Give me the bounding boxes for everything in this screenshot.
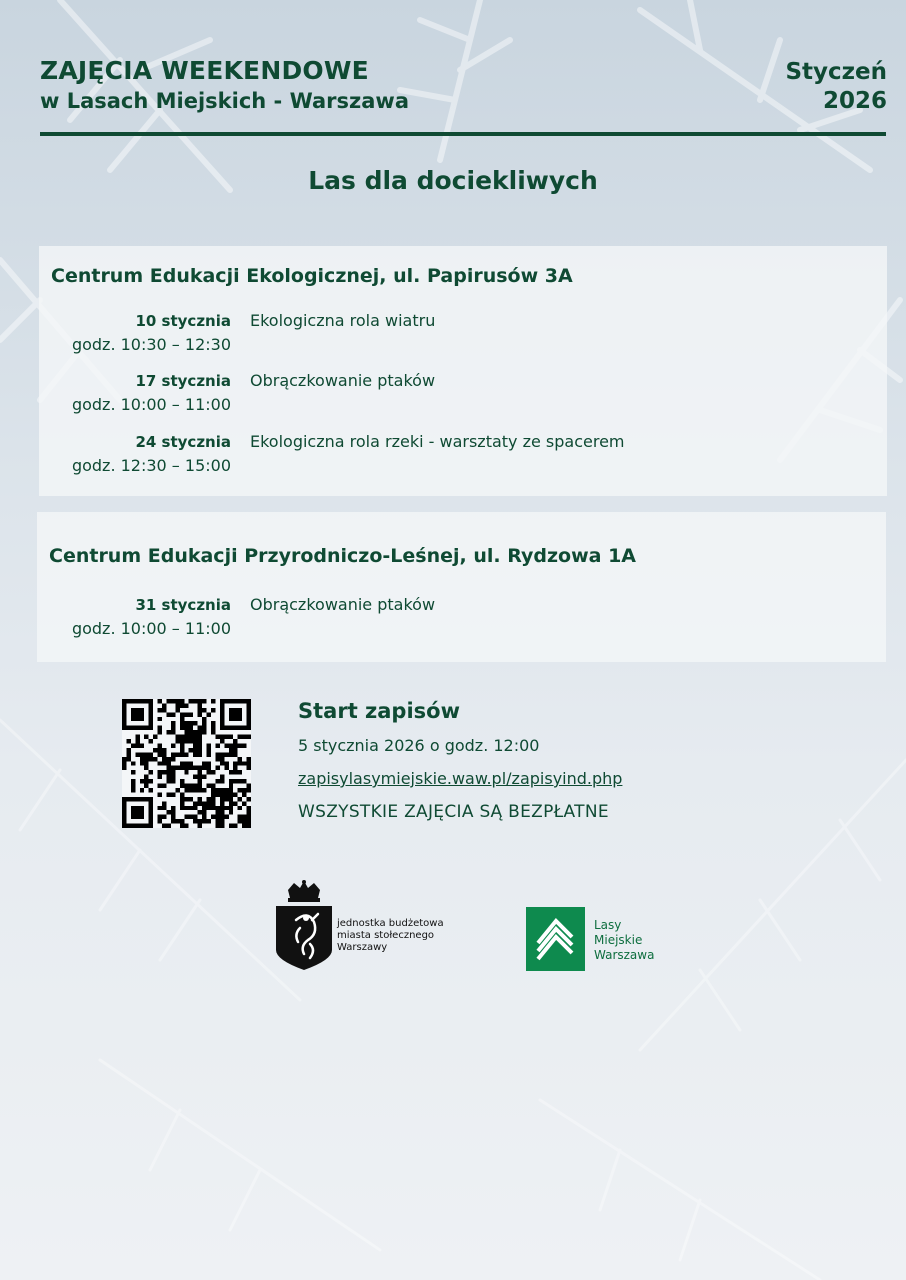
event-item [39,370,879,420]
lasy-logo-text [594,918,654,963]
event-date: 24 stycznia [135,433,231,451]
event-title: Ekologiczna rola wiatru [250,311,436,330]
warsaw-logo-line1: jednostka budżetowa [337,918,444,929]
location-card-2 [37,512,886,662]
event-item [39,594,879,644]
header-year: 2026 [822,88,887,114]
page-subtitle: w Lasach Miejskich - Warszawa [40,89,409,113]
page-title: ZAJĘCIA WEEKENDOWE [40,56,369,85]
event-title: Obrączkowanie ptaków [250,371,436,390]
location-name: Centrum Edukacji Ekologicznej, ul. Papirusów 3A [51,265,573,287]
event-date: 17 stycznia [135,372,231,390]
location-name: Centrum Edukacji Przyrodniczo-Leśnej, ul. Rydzowa 1A [49,545,636,567]
event-time: godz. 10:30 – 12:30 [71,335,231,354]
warsaw-logo-line3: Warszawy [337,942,388,953]
header-divider [40,132,886,136]
registration-date: 5 stycznia 2026 o godz. 12:00 [298,736,540,755]
location-card-1 [39,246,887,496]
free-note: WSZYSTKIE ZAJĘCIA SĄ BEZPŁATNE [298,802,609,822]
registration-link[interactable]: zapisylasymiejskie.waw.pl/zapisyind.php [298,769,623,788]
registration-block [298,697,622,822]
lasy-logo-line3: Warszawa [594,948,655,962]
warsaw-logo-line2: miasta stołecznego [337,930,435,941]
lasy-logo-line1: Lasy [594,918,622,932]
lasy-logo-line2: Miejskie [594,933,643,947]
section-title: Las dla dociekliwych [308,166,598,195]
event-time: godz. 10:00 – 11:00 [71,619,231,638]
event-title: Obrączkowanie ptaków [250,595,436,614]
lasy-miejskie-logo-icon [526,907,585,971]
event-time: godz. 12:30 – 15:00 [71,456,231,475]
event-item [39,431,879,481]
registration-title: Start zapisów [298,699,460,723]
event-date: 31 stycznia [135,596,231,614]
event-time: godz. 10:00 – 11:00 [71,395,231,414]
qr-code-icon[interactable] [122,699,251,828]
warsaw-coat-of-arms-icon [274,880,334,972]
header-month: Styczeń [785,59,887,85]
event-title: Ekologiczna rola rzeki - warsztaty ze spacerem [250,432,625,451]
event-item [39,310,879,360]
warsaw-logo-text [337,918,444,954]
header-date-block [785,58,887,116]
header-title-block [40,56,409,116]
event-date: 10 stycznia [135,312,231,330]
